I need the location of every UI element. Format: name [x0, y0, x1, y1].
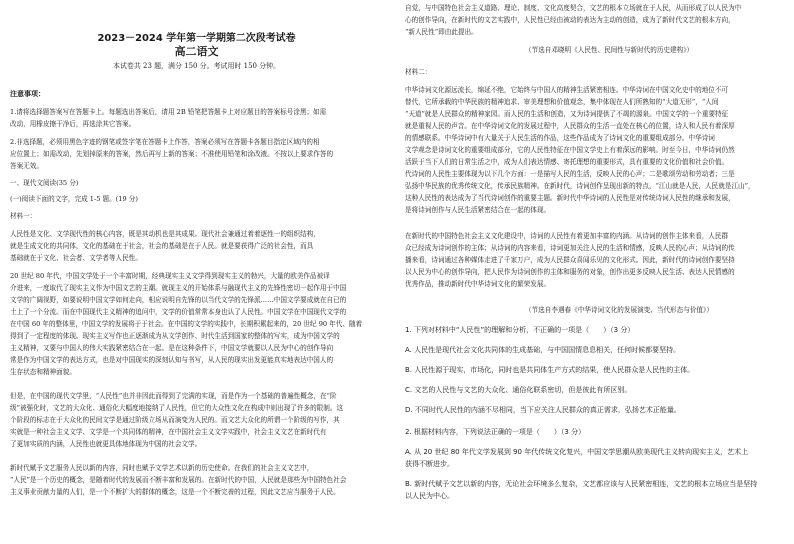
text-line: “新人民性”即由此提出。 — [405, 28, 478, 36]
answer-option-d[interactable]: D. 不同时代人民性的内涵不尽相同，当下应关注人民群众的真正需求，弘扬艺术正能量。 — [405, 406, 681, 414]
answer-option-b[interactable]: B. 新时代赋予文艺以新的内容，无论社会环境多么复杂，文艺都应该与人民紧密相连，文艺的根本立场应当是坚持 — [405, 480, 758, 488]
text-line: 土上了一个分流。而在中国现代主义精神的追问中，文学的价值常常本身也认了人民性。中国文学在中国现代文学的 — [10, 308, 347, 316]
text-line: 新时代赋予文艺服务人民以新的内容，同时也赋予文学艺术以新的历史使命。在我们的社会主义文艺中， — [10, 464, 314, 472]
text-line: 主义精神，又要与中国人的伟大实践紧密结合在一起。是在这种条件下，中国文学就要以人民为中心的创作导向 — [10, 344, 334, 352]
answer-option-b-cont: 以人民为中心。 — [405, 492, 454, 500]
exam-subtitle: 高二语文 — [174, 45, 219, 58]
material-2-label: 材料二： — [405, 68, 432, 76]
notice-heading: 注意事项： — [10, 90, 45, 98]
text-line: 实就是一种社会主义文学、文学是一个共同体的精神，在中国社会主义文学实践中，社会主义文艺在新时代有 — [10, 428, 327, 436]
right-column — [405, 0, 780, 544]
text-line: 是将诗词创作与人民生活紧密结合在一起的体现。 — [405, 206, 551, 214]
text-line: 弘扬中华民族的优秀传统文化，传承民族精神。在新时代，诗词创作呈现出新的特点，“江山就是人民，人民就是江山”， — [405, 182, 755, 190]
text-line: 在新时代的中国特色社会主义文化建设中，诗词的人民性有着更加丰富的内涵。从诗词的创作主体来看，人民群 — [405, 232, 729, 240]
text-line: 的情感联系。中华诗词中有大量关于人民生活的作品，这些作品成为了诗词文化的重要组成部分。中华诗词 — [405, 134, 715, 142]
text-line: 代诗词的人民性主要体现为以下几个方面：一是描写人民的生活，反映人民的心声；二是歌颂劳动和劳动者；三是 — [405, 170, 735, 178]
text-line: 20 世纪 80 年代，中国文学处于一个丰富时期，经典现实主义文学得到现实主义的勃兴，大量的欧美作品被译 — [10, 272, 330, 280]
section-heading: 一、现代文阅读(35 分) — [10, 179, 79, 187]
text-line: 主义事业贡献力量的人们，是一个不断扩大的群体的概念，这是一个不断完善的过程，因此文艺应当服务于人民。 — [10, 488, 340, 496]
text-line: 但是，在中国的现代文学里，“人民性”也并非因此而得到了完满的实现，而是作为一个基础的普遍性概念，在“阶 — [10, 392, 337, 400]
text-line: 个阶段的标志在于大众化的民间文学是通过阶级立场从而演变为人民的。而文艺大众化的所谓一个阶级的写作，其 — [10, 416, 340, 424]
exam-title: 2023－2024 学年第一学期第二次段考试卷 — [97, 33, 296, 44]
text-line: 自觉，与中国特色社会主义道路、理论、制度、文化高度契合，文艺的根本立场就在于人民，从而形成了以人民为中 — [405, 4, 742, 12]
exam-info: 本试卷共 23 题，满分 150 分。考试用时 150 分钟。 — [112, 62, 281, 70]
text-line: 在中国 60 年的整体里，中国文学的发展将于于社会。在中国的文学的实践中，长期积累起来的，20 世纪 90 年代、随着 — [10, 320, 363, 328]
answer-option-b[interactable]: B. 人民性源于现实，市场化，同时也是共同体生产方式的结果，使人民群众是人民性的主体。 — [405, 366, 695, 374]
text-line: 播来看，诗词通过各种媒体走进了千家万户，成为人民群众喜闻乐见的文化形式。因此，新时代的诗词创作要坚持 — [405, 256, 735, 264]
text-line: 优秀作品，推动新时代中华诗词文化的繁荣发展。 — [405, 280, 551, 288]
text-line: 替代，它所承载的中华民族的精神追求、审美理想和价值观念，集中体现在人们所熟知的“大道无形”，“人间 — [405, 98, 719, 106]
notice-line: 改动，用橡皮擦干净后，再选涂其它答案。 — [10, 120, 136, 128]
answer-option-c[interactable]: C. 文艺的人民性与文艺的大众化、通俗化联系密切，但是彼此有所区别。 — [405, 386, 632, 394]
section-subheading: (一)阅读下面的文字，完成 1-5 题。(19 分) — [10, 195, 138, 203]
text-line: 就是重视人民的声音。在中华诗词文化的发展过程中，人民群众的生活一直处在核心的位置，诗人和人民有着深厚 — [405, 122, 735, 130]
notice-line: 应位置上；如需改动，先划掉原来的答案，然后再写上新的答案；不准使用铅笔和涂改液。不按以上要求作答的 — [10, 150, 334, 158]
material-1-label: 材料一： — [10, 212, 37, 220]
text-line: 得到了一定程度的体现。现实主义写作也正逐渐成为从文学创作、时代生活到国家的整体的写实，成为中国文学的 — [10, 332, 340, 340]
text-line: 级”被强化时，文艺的大众化、通俗化大幅度地接纳了人民性，但它的大众性文化在构成中则出现了许多的限制。这 — [10, 404, 344, 412]
left-column — [10, 0, 385, 544]
question-stem: 1. 下列对材料中“人民性”的理解和分析，不正确的一项是（ ）（3 分） — [405, 326, 635, 334]
text-line: 常是作为中国文学的表达方式，也是对中国现实的深刻认知与书写，从人民的现实出发更能真实地表达中国人的 — [10, 356, 334, 364]
question-stem: 2. 根据材料内容，下列说法正确的一项是（ ）（3 分） — [405, 428, 586, 436]
text-line: 文学观念是诗词文化的重要组成部分，它的人民性特征在中国文学史上有着深远的影响。时至今日，中华诗词仍然 — [405, 146, 735, 154]
source-citation-2: （节选自李遇春《中华诗词文化的发展演变、当代形态与价值》） — [525, 306, 713, 314]
source-citation-1: （节选自邓晓明《人民性、民间性与新时代的历史建构》） — [525, 46, 694, 54]
text-line: 生存状态和精神面貌。 — [10, 368, 76, 376]
text-line: 了更加实质的内涵，人民性也就更具体地体现为中国的社会文学。 — [10, 440, 202, 448]
notice-line: 答案无效。 — [10, 162, 43, 170]
answer-option-a-cont: 获得不断进步。 — [405, 460, 454, 468]
text-line: 介进来，一度取代了现实主义作为中国文艺的主潮。就现主义的开始体系与融现代主义的先锋性密切一起作用于中国 — [10, 284, 347, 292]
answer-option-a[interactable]: A. 从 20 世纪 80 年代文学发展到 90 年代传统文化复兴，中国文学思潮从欧美现代主义转向现实主义，艺术上 — [405, 448, 749, 456]
text-line: “天道”就是人民群众的精神家园。而人民的生活和创造，又为诗词提供了不竭的源泉。中国文学的一个重要特征 — [405, 110, 729, 118]
text-line: 这种人民性的表达成为了当代诗词创作的重要主题。新时代中华诗词的人民性是对传统诗词人民性的继承和发展， — [405, 194, 735, 202]
text-line: 就是生成文化的共同体，文化的基础在于社会，社会的基础是在于人民。就是要获得广泛的社会性，而具 — [10, 242, 314, 250]
text-line: 基础就在于文化、社会者、文学者等人民性。 — [10, 254, 142, 262]
notice-line: 1.请将选择题答案写在答题卡上。每题选出答案后，请用 2B 铅笔把答题卡上对应题目的答案标号涂黑；如需 — [10, 108, 327, 116]
text-line: 文学的广阔视野，如要说明中国文学如何走向，相应说明自先锋的以当代文学的先锋派……中国文学要成就在自已的 — [10, 296, 347, 304]
answer-option-a[interactable]: A. 人民性是现代社会文化共同体的生成基础，与中国国情息息相关，任何时候都要坚持。 — [405, 346, 681, 354]
text-line: “人民”是一个历史的概念，是随着时代的发展而不断丰富和发展的。在新时代的中国，人民就是那些为中国特色社会 — [10, 476, 347, 484]
text-line: 众已经成为诗词创作的主体；从诗词的内容来看，诗词更加关注人民的生活和情感，反映人民的心声；从诗词的传 — [405, 244, 735, 252]
text-line: 中华诗词文化源远流长，绵延不绝，它始终与中国人的精神生活紧密相连。中华诗词在中国文化史中的地位不可 — [405, 86, 729, 94]
text-line: 活跃于当下人们的日常生活之中，成为人们表达情感、寄托理想的重要形式，具有重要的文化价值和社会价值。 — [405, 158, 729, 166]
text-line: 以人民为中心的创作导向，把人民作为诗词创作的主体和服务的对象，创作出更多反映人民生活、表达人民情感的 — [405, 268, 735, 276]
notice-line: 2.非选择题，必须用黑色字迹的钢笔或签字笔在答题卡上作答，答案必须写在答题卡各题目指定区域内的相 — [10, 138, 320, 146]
text-line: 人民性是文化、文学现代性的核心内容，既是其动机也是其成果。现代社会兼通过着着逐性一的组织结构， — [10, 230, 320, 238]
text-line: 心的创作导向，在新时代的文艺实践中，人民性已经由被动的表达为主动的创造，成为了新时代文艺的根本方向， — [405, 16, 735, 24]
